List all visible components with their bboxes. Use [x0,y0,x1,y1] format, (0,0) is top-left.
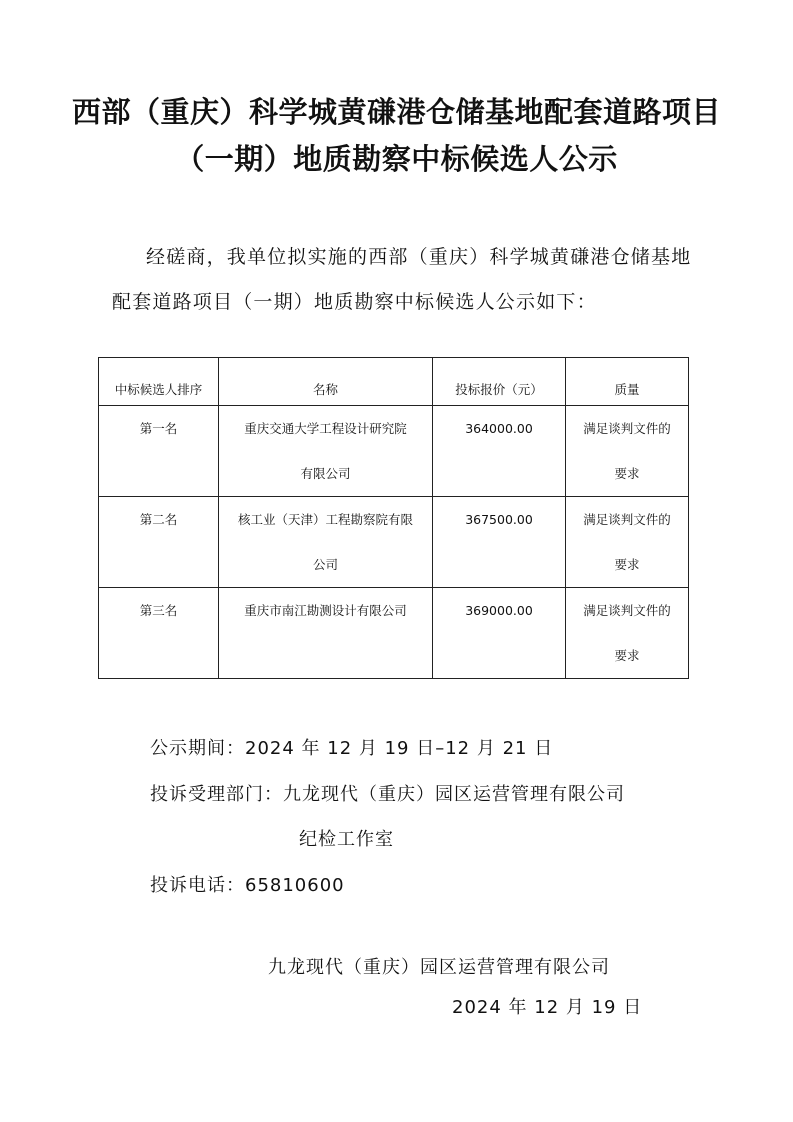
table-row [99,406,689,497]
intro-paragraph-line1: 经磋商，我单位拟实施的西部（重庆）科学城黄磏港仓储基地 [146,246,692,268]
quality-line: 要求 [614,648,640,663]
publicity-period: 公示期间：2024 年 12 月 19 日–12 月 21 日 [150,738,554,759]
name-line: 重庆交通大学工程设计研究院 [244,421,407,436]
quality-cell [566,588,689,679]
name-line: 公司 [312,557,338,572]
intro-paragraph-line2: 配套道路项目（一期）地质勘察中标候选人公示如下： [112,291,597,313]
price-cell: 369000.00 [433,588,566,679]
header-price: 投标报价（元） [433,358,566,406]
name-cell [219,497,433,588]
name-cell [219,588,433,679]
complaint-department: 投诉受理部门：九龙现代（重庆）园区运营管理有限公司 [150,784,625,805]
signature-organization: 九龙现代（重庆）园区运营管理有限公司 [268,957,610,978]
document-title-line1: 西部（重庆）科学城黄磏港仓储基地配套道路项目 [71,95,721,129]
quality-cell [566,406,689,497]
complaint-department-continued: 纪检工作室 [299,829,394,850]
header-name: 名称 [219,358,433,406]
complaint-phone: 投诉电话：65810600 [150,875,345,896]
signature-date: 2024 年 12 月 19 日 [452,997,643,1018]
quality-line: 要求 [614,557,640,572]
name-line: 核工业（天津）工程勘察院有限 [237,512,413,527]
candidates-table [98,357,689,679]
quality-line: 满足谈判文件的 [583,603,671,618]
rank-cell: 第一名 [99,406,219,497]
quality-line: 要求 [614,466,640,481]
name-line: 有限公司 [300,466,351,481]
table-row [99,497,689,588]
quality-line: 满足谈判文件的 [583,512,671,527]
name-cell [219,406,433,497]
document-title-line2: （一期）地质勘察中标候选人公示 [175,142,618,176]
header-rank: 中标候选人排序 [99,358,219,406]
table-header-row [99,358,689,406]
price-cell: 364000.00 [433,406,566,497]
rank-cell: 第二名 [99,497,219,588]
price-cell: 367500.00 [433,497,566,588]
table-row [99,588,689,679]
quality-cell [566,497,689,588]
rank-cell: 第三名 [99,588,219,679]
name-line: 重庆市南江勘测设计有限公司 [244,603,407,618]
quality-line: 满足谈判文件的 [583,421,671,436]
header-quality: 质量 [566,358,689,406]
